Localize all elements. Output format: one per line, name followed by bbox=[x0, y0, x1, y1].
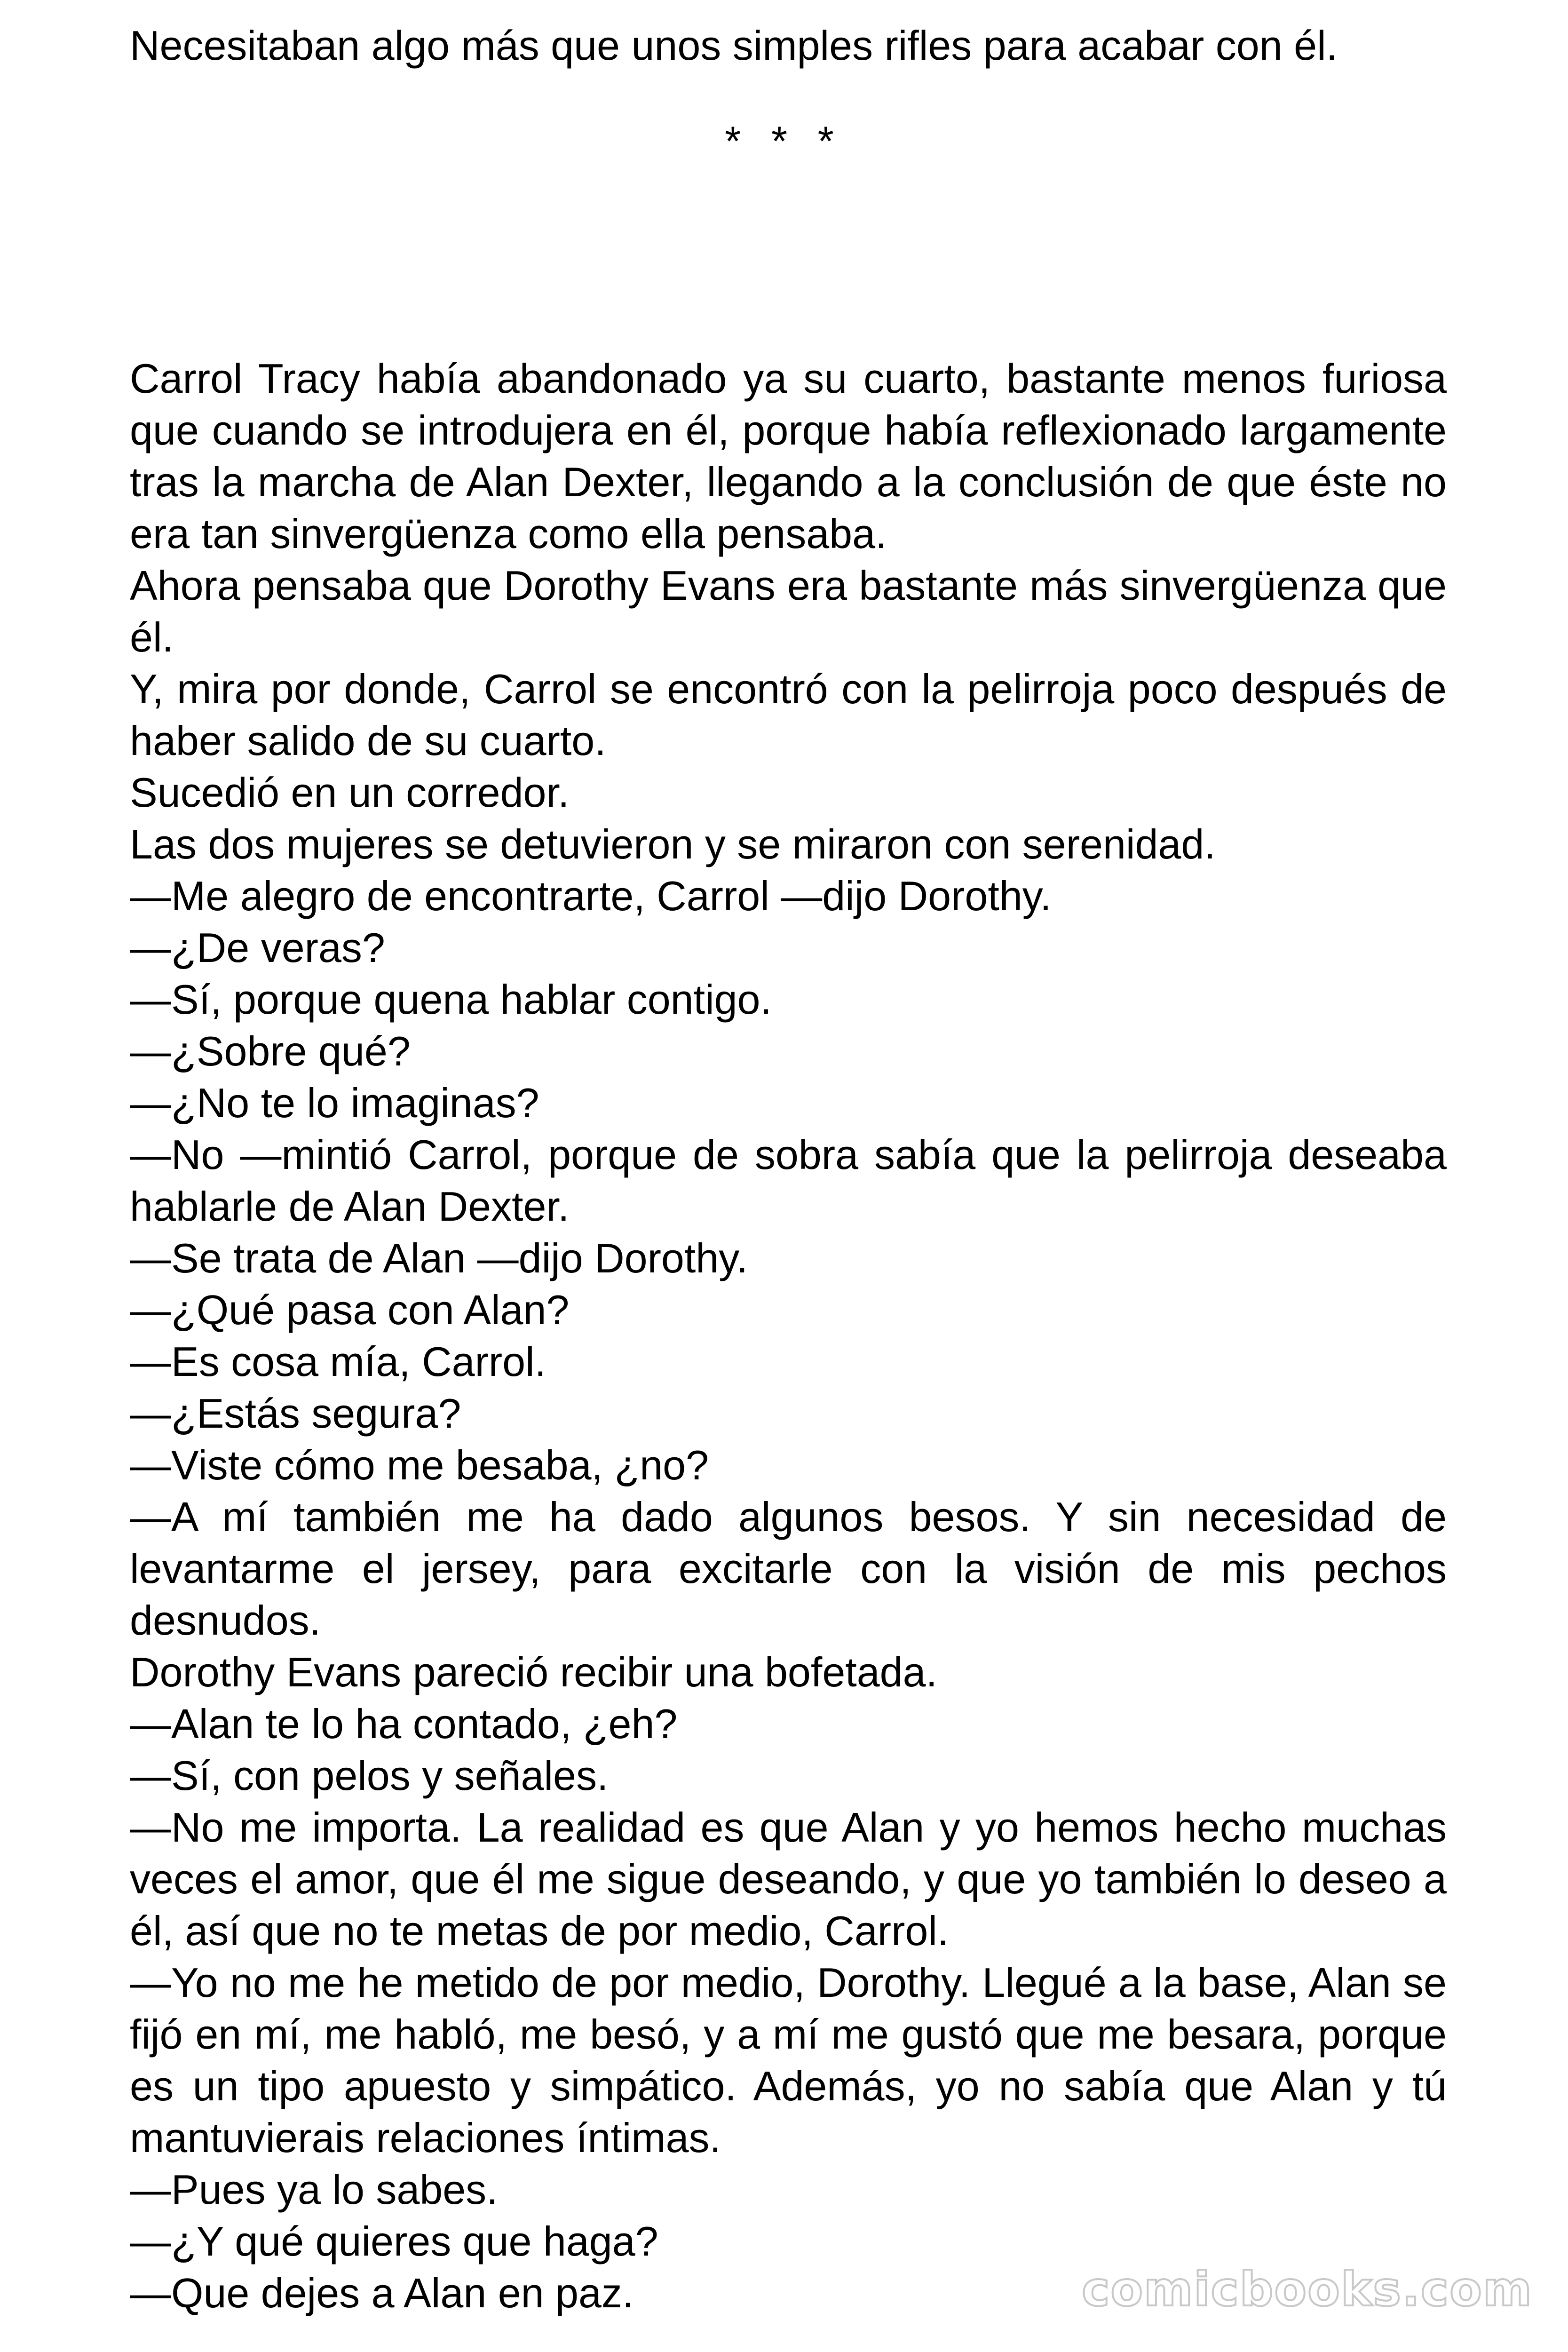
paragraph: Sucedió en un corredor. bbox=[130, 769, 570, 816]
paragraph: —Alan te lo ha contado, ¿eh? bbox=[130, 1700, 678, 1747]
watermark-logo: comicbooks.com bbox=[1082, 2262, 1533, 2317]
paragraph: —¿Y qué quieres que haga? bbox=[130, 2218, 658, 2265]
paragraph: —No me importa. La realidad es que Alan y yo hemos hecho muchas veces el amor, que él me sigue deseando, y que yo también lo deseo a él, así que no te metas de por medio, Carrol. bbox=[130, 1804, 1447, 1954]
paragraph: —Viste cómo me besaba, ¿no? bbox=[130, 1442, 709, 1488]
paragraph: —Me alegro de encontrarte, Carrol —dijo Dorothy. bbox=[130, 873, 1052, 919]
paragraph: —¿No te lo imaginas? bbox=[130, 1080, 539, 1126]
paragraph: —¿Sobre qué? bbox=[130, 1028, 411, 1074]
paragraph: Dorothy Evans pareció recibir una bofetada. bbox=[130, 1649, 937, 1695]
paragraph: —Pues ya lo sabes. bbox=[130, 2166, 498, 2213]
paragraph: Y, mira por donde, Carrol se encontró con la pelirroja poco después de haber salido de su cuarto. bbox=[130, 666, 1447, 764]
paragraph: —¿De veras? bbox=[130, 924, 385, 971]
paragraph: —No —mintió Carrol, porque de sobra sabía que la pelirroja deseaba hablarle de Alan Dexter. bbox=[130, 1131, 1447, 1230]
paragraph: —Que dejes a Alan en paz. bbox=[130, 2270, 634, 2316]
paragraph: Carrol Tracy había abandonado ya su cuarto, bastante menos furiosa que cuando se introdujera en él, porque había reflexionado largamente tras la marcha de Alan Dexter, llegando a la conclusión de que éste no era tan sinvergüenza como ella pensaba. bbox=[130, 355, 1447, 557]
scene-break: * * * bbox=[725, 118, 843, 164]
paragraph: —Sí, porque quena hablar contigo. bbox=[130, 976, 772, 1023]
body-text bbox=[130, 353, 1447, 2319]
paragraph: —¿Qué pasa con Alan? bbox=[130, 1287, 570, 1333]
paragraph: —Sí, con pelos y señales. bbox=[130, 1752, 609, 1799]
paragraph: Ahora pensaba que Dorothy Evans era bastante más sinvergüenza que él. bbox=[130, 562, 1447, 660]
paragraph: —¿Estás segura? bbox=[130, 1390, 461, 1437]
paragraph: —Yo no me he metido de por medio, Dorothy. Llegué a la base, Alan se fijó en mí, me habló, me besó, y a mí me gustó que me besara, porque es un tipo apuesto y simpático. Además, yo no sabía que Alan y tú mantuvierais relaciones íntimas. bbox=[130, 1959, 1447, 2161]
paragraph: Las dos mujeres se detuvieron y se miraron con serenidad. bbox=[130, 821, 1216, 867]
intro-paragraph: Necesitaban algo más que unos simples rifles para acabar con él. bbox=[130, 22, 1338, 69]
paragraph: —Es cosa mía, Carrol. bbox=[130, 1338, 546, 1385]
paragraph: —A mí también me ha dado algunos besos. Y sin necesidad de levantarme el jersey, para excitarle con la visión de mis pechos desnudos. bbox=[130, 1494, 1447, 1644]
paragraph: —Se trata de Alan —dijo Dorothy. bbox=[130, 1235, 748, 1281]
